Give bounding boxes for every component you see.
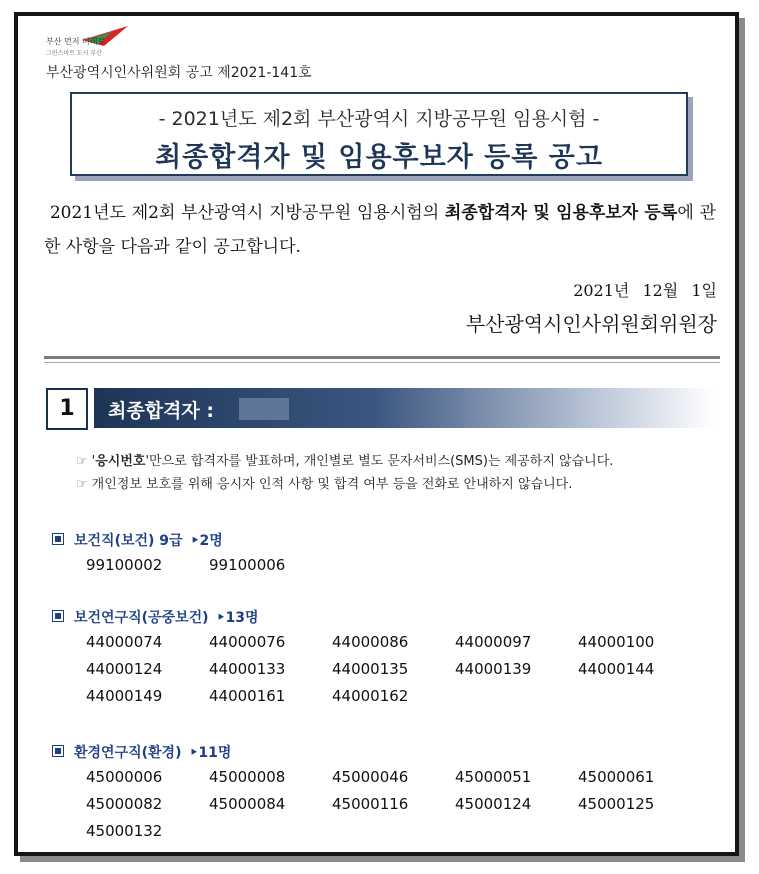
exam-number: 45000082: [86, 795, 163, 813]
exam-number: 44000100: [578, 633, 655, 651]
exam-number: 44000086: [332, 633, 409, 651]
category-heading: [52, 530, 223, 550]
section-number: 1: [46, 388, 88, 430]
title-subtitle: - 2021년도 제2회 부산광역시 지방공무원 임용시험 -: [158, 108, 600, 130]
category-name: 환경연구직(환경): [74, 745, 182, 761]
category-count: ‣13명: [216, 610, 259, 626]
note-2: [76, 473, 613, 496]
exam-number: 44000135: [332, 660, 409, 678]
notes: [76, 450, 613, 496]
exam-number: 44000097: [455, 633, 532, 651]
divider: [44, 356, 720, 359]
exam-number: 45000124: [455, 795, 532, 813]
exam-number: 44000076: [209, 633, 286, 651]
pointing-hand-icon: ☞: [76, 477, 88, 492]
exam-number: 99100006: [209, 556, 286, 574]
page-title: 최종합격자 및 임용후보자 등록 공고: [155, 142, 603, 173]
title-box: [70, 92, 688, 176]
intro-text-1: 2021년도 제2회 부산광역시 지방공무원 임용시험의: [49, 203, 445, 223]
exam-number: 44000149: [86, 687, 163, 705]
exam-number: 45000132: [86, 822, 163, 840]
exam-number: 44000139: [455, 660, 532, 678]
exam-number: 44000133: [209, 660, 286, 678]
square-bullet-icon: [52, 533, 64, 545]
note-1-text: '만으로 합격자를 발표하며, 개인별로 별도 문자서비스(SMS)는 제공하지 않습니다.: [145, 454, 614, 469]
pointing-hand-icon: ☞: [76, 454, 88, 469]
intro-paragraph: [44, 196, 716, 264]
exam-number: 45000125: [578, 795, 655, 813]
exam-number: 45000084: [209, 795, 286, 813]
exam-number: 44000144: [578, 660, 655, 678]
exam-number: 45000006: [86, 768, 163, 786]
busan-logo: [46, 26, 130, 58]
exam-number: 44000124: [86, 660, 163, 678]
notice-date: 2021년 12월 1일: [573, 281, 717, 300]
category-count: ‣2명: [190, 533, 223, 549]
square-bullet-icon: [52, 745, 64, 757]
note-1-quote: ': [91, 454, 96, 469]
note-1-bold: 응시번호: [95, 454, 146, 469]
note-1: [76, 450, 613, 473]
category-heading: [52, 742, 231, 762]
exam-number: 45000046: [332, 768, 409, 786]
exam-number: 45000116: [332, 795, 409, 813]
note-2-text: 개인정보 보호를 위해 응시자 인적 사항 및 합격 여부 등을 전화로 안내하지 않습니다.: [91, 477, 573, 492]
logo-slogan: 부산 먼저 미래로: [46, 37, 106, 46]
category-name: 보건직(보건) 9급: [74, 533, 183, 549]
section-header-bar: [94, 388, 716, 428]
category-name: 보건연구직(공중보건): [74, 610, 209, 626]
exam-number: 44000162: [332, 687, 409, 705]
redaction-box: [239, 398, 289, 420]
exam-number: 44000074: [86, 633, 163, 651]
exam-number-list: [86, 768, 701, 841]
exam-number: 45000008: [209, 768, 286, 786]
exam-number-list: [86, 556, 701, 575]
logo-subslogan: 그린스마트 도시 부산: [46, 50, 102, 57]
section-title: 최종합격자 :: [108, 400, 214, 422]
intro-text-2: 에 관한 사항을 다음과 같이 공고합니다.: [44, 203, 717, 257]
category-count: ‣11명: [189, 745, 232, 761]
exam-number-list: [86, 633, 701, 706]
exam-number: 99100002: [86, 556, 163, 574]
signature: 부산광역시인사위원회위원장: [465, 312, 717, 336]
square-bullet-icon: [52, 610, 64, 622]
divider-thin: [44, 362, 720, 363]
category-heading: [52, 607, 258, 627]
notice-number: 부산광역시인사위원회 공고 제2021-141호: [46, 65, 312, 81]
exam-number: 45000051: [455, 768, 532, 786]
exam-number: 45000061: [578, 768, 655, 786]
intro-bold: 최종합격자 및 임용후보자 등록: [444, 203, 678, 223]
exam-number: 44000161: [209, 687, 286, 705]
